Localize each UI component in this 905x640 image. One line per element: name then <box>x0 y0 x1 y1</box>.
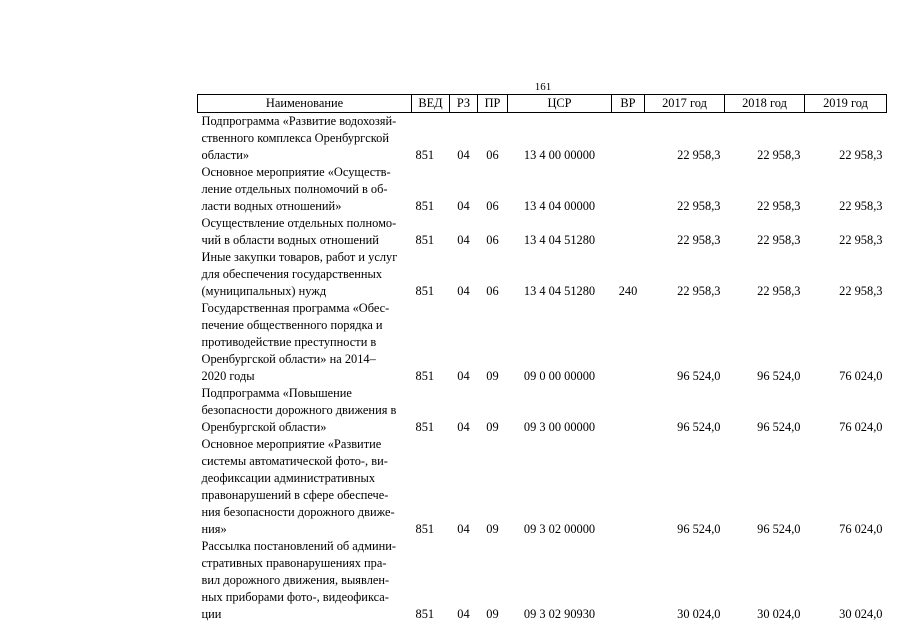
row-vr <box>612 215 645 249</box>
column-header-2017: 2017 год <box>645 95 725 113</box>
page-number: 161 <box>534 81 552 93</box>
row-2017: 22 958,3 <box>677 148 721 162</box>
row-name: Подпрограмма «Повышение безопасности дорожного движения в Оренбургской области» <box>201 386 397 434</box>
row-2019: 22 958,3 <box>839 199 883 213</box>
row-vr: 240 <box>618 284 638 298</box>
row-2017: 22 958,3 <box>677 233 721 247</box>
row-2019: 22 958,3 <box>839 233 883 247</box>
column-header-ved: ВЕД <box>412 95 450 113</box>
row-pr: 06 <box>486 284 499 298</box>
row-2017: 96 524,0 <box>677 522 721 536</box>
row-csr: 13 4 00 00000 <box>523 148 596 162</box>
row-name: Иные закупки товаров, работ и услуг для обеспечения государственных (муниципальных) нужд <box>201 250 398 298</box>
row-pr: 06 <box>486 148 499 162</box>
column-header-2018: 2018 год <box>725 95 805 113</box>
row-pr: 06 <box>486 233 499 247</box>
column-header-csr: ЦСР <box>508 95 612 113</box>
row-2017: 22 958,3 <box>677 199 721 213</box>
row-rz: 04 <box>457 284 470 298</box>
table-row <box>198 249 887 300</box>
row-ved: 851 <box>415 233 435 247</box>
row-csr: 13 4 04 51280 <box>523 284 596 298</box>
row-2019: 22 958,3 <box>839 284 883 298</box>
column-header-vr: ВР <box>612 95 645 113</box>
row-2018: 96 524,0 <box>757 420 801 434</box>
row-rz: 04 <box>457 148 470 162</box>
table-row <box>198 215 887 249</box>
row-2017: 96 524,0 <box>677 369 721 383</box>
table-row <box>198 385 887 436</box>
column-header-2019: 2019 год <box>805 95 887 113</box>
row-name: Государственная программа «Обес- печение общественного порядка и противодействие преступности в Оренбургской области» на 2014– 2020 годы <box>201 301 390 383</box>
row-vr <box>612 300 645 385</box>
row-name: Основное мероприятие «Развитие системы автоматической фото-, ви- деофиксации административных правонарушений в сфере обеспече- ния безопасности дорожного движе- ния» <box>201 437 395 536</box>
budget-table <box>197 94 887 623</box>
row-csr: 09 0 00 00000 <box>523 369 596 383</box>
row-csr: 13 4 04 00000 <box>523 199 596 213</box>
row-2017: 22 958,3 <box>677 284 721 298</box>
column-header-pr: ПР <box>478 95 508 113</box>
row-2018: 96 524,0 <box>757 522 801 536</box>
row-2017: 30 024,0 <box>677 607 721 621</box>
row-pr: 06 <box>486 199 499 213</box>
table-header <box>198 95 887 113</box>
row-vr <box>612 164 645 215</box>
row-2019: 76 024,0 <box>839 522 883 536</box>
column-header-rz: РЗ <box>450 95 478 113</box>
row-rz: 04 <box>457 420 470 434</box>
row-2018: 96 524,0 <box>757 369 801 383</box>
row-rz: 04 <box>457 199 470 213</box>
row-csr: 09 3 02 00000 <box>523 522 596 536</box>
row-2019: 30 024,0 <box>839 607 883 621</box>
row-vr <box>612 436 645 538</box>
row-pr: 09 <box>486 369 499 383</box>
column-header-name: Наименование <box>198 95 412 113</box>
row-csr: 09 3 02 90930 <box>523 607 596 621</box>
row-2019: 76 024,0 <box>839 420 883 434</box>
table-body <box>198 113 887 624</box>
row-ved: 851 <box>415 607 435 621</box>
row-name: Основное мероприятие «Осуществ- ление отдельных полномочий в об- ласти водных отношений» <box>201 165 391 213</box>
row-name: Подпрограмма «Развитие водохозяй- ственного комплекса Оренбургской области» <box>201 114 397 162</box>
row-2018: 22 958,3 <box>757 199 801 213</box>
row-pr: 09 <box>486 607 499 621</box>
row-ved: 851 <box>415 522 435 536</box>
table-row <box>198 164 887 215</box>
row-ved: 851 <box>415 148 435 162</box>
row-2019: 76 024,0 <box>839 369 883 383</box>
table-row <box>198 436 887 538</box>
row-pr: 09 <box>486 522 499 536</box>
row-2019: 22 958,3 <box>839 148 883 162</box>
row-ved: 851 <box>415 420 435 434</box>
table-row <box>198 113 887 165</box>
table-row <box>198 538 887 623</box>
row-name: Осуществление отдельных полномо- чий в области водных отношений <box>201 216 397 247</box>
table-row <box>198 300 887 385</box>
row-csr: 13 4 04 51280 <box>523 233 596 247</box>
row-rz: 04 <box>457 233 470 247</box>
row-pr: 09 <box>486 420 499 434</box>
row-vr <box>612 385 645 436</box>
row-2018: 22 958,3 <box>757 233 801 247</box>
row-2018: 22 958,3 <box>757 284 801 298</box>
row-csr: 09 3 00 00000 <box>523 420 596 434</box>
row-name: Рассылка постановлений об админи- стративных правонарушениях пра- вил дорожного движения, выявлен- ных приборами фото-, видеофикса- ции <box>201 539 396 621</box>
row-rz: 04 <box>457 607 470 621</box>
row-2018: 22 958,3 <box>757 148 801 162</box>
row-ved: 851 <box>415 369 435 383</box>
row-ved: 851 <box>415 284 435 298</box>
row-vr <box>612 113 645 165</box>
row-vr <box>612 538 645 623</box>
row-2017: 96 524,0 <box>677 420 721 434</box>
row-rz: 04 <box>457 522 470 536</box>
row-ved: 851 <box>415 199 435 213</box>
row-rz: 04 <box>457 369 470 383</box>
row-2018: 30 024,0 <box>757 607 801 621</box>
